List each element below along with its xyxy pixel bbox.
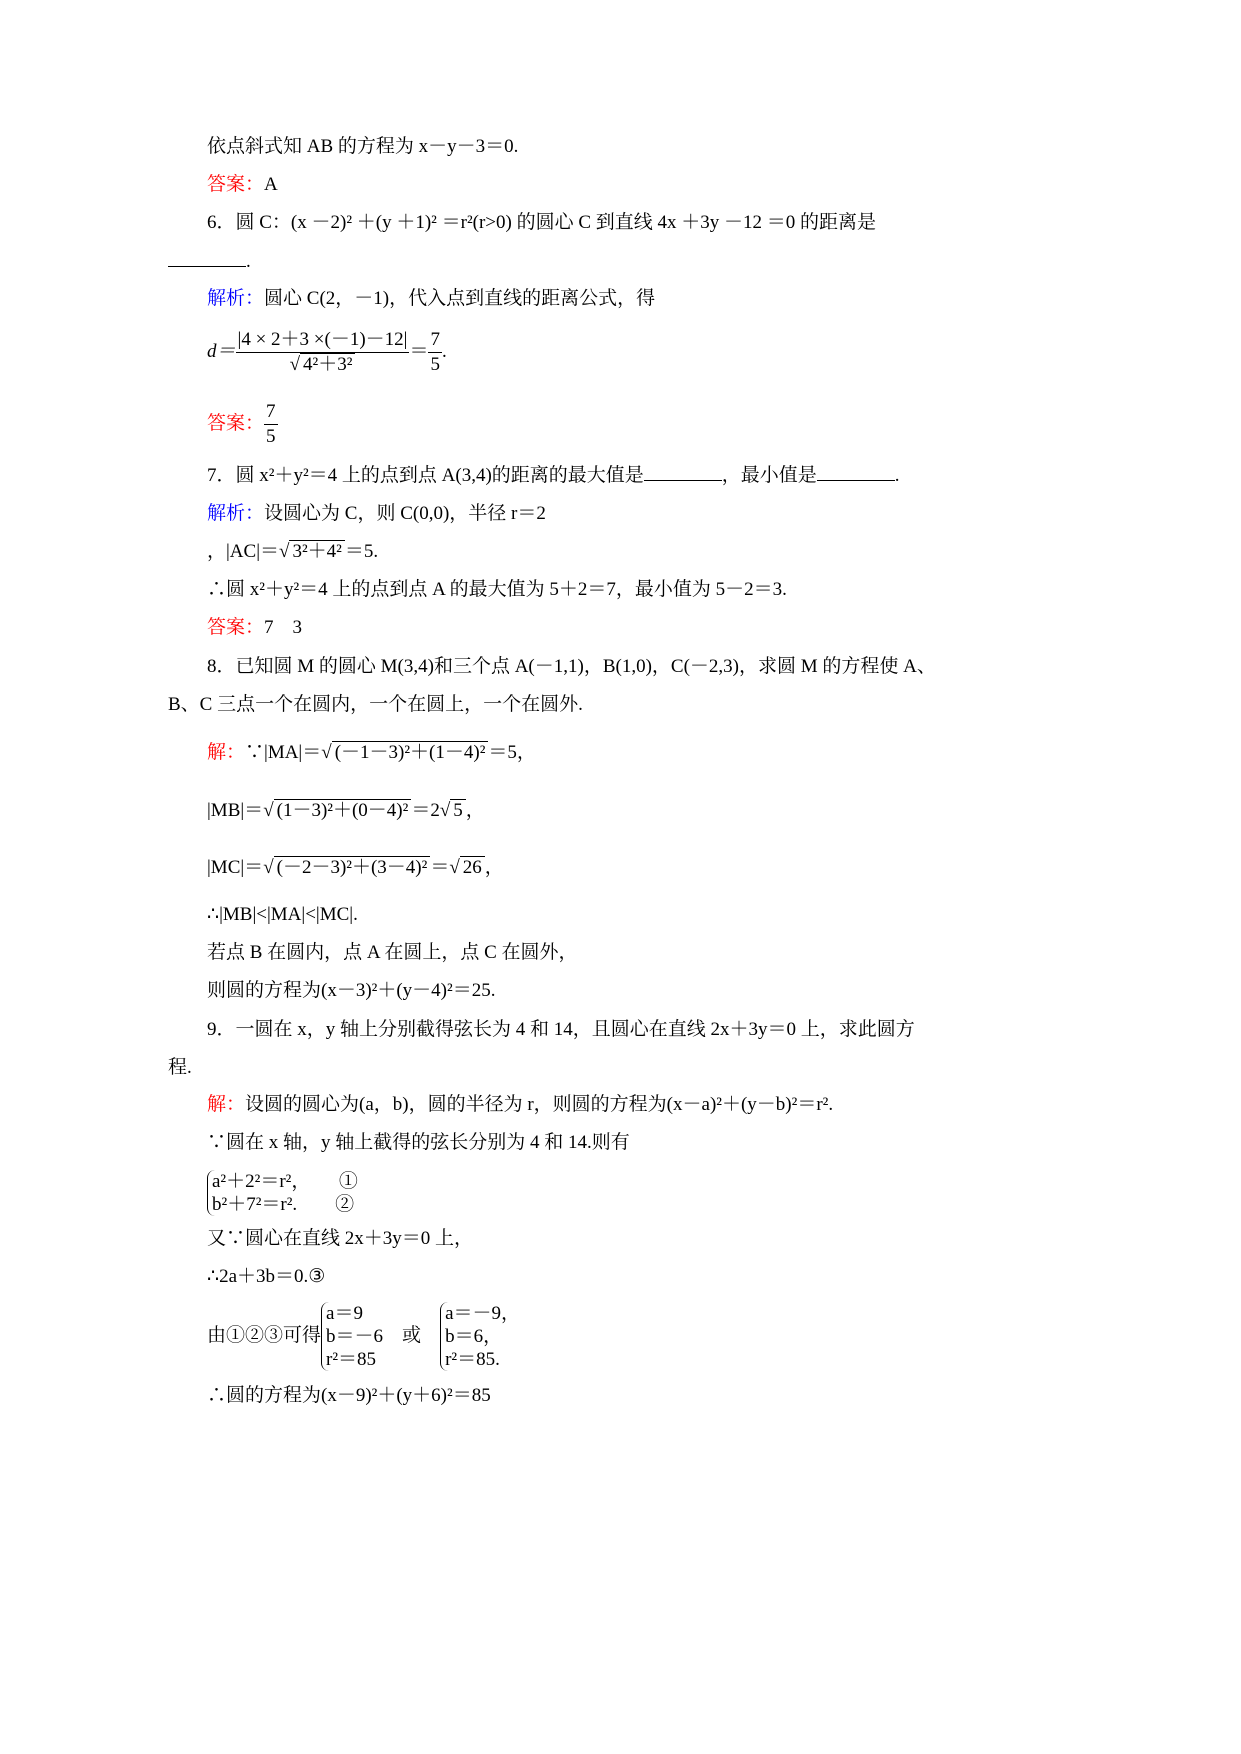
solution-8-mb: |MB|＝√ (1－3)²＋(0－4)² ＝2√ 5 ，	[207, 800, 485, 821]
question-6: 6．圆 C：(x －2)² ＋(y ＋1)² ＝r²(r>0) 的圆心 C 到直线 4x ＋3y －12 ＝0 的距离是	[207, 212, 877, 233]
equation-1: a²＋2²＝r²， ①	[212, 1171, 358, 1192]
equation-2: b²＋7²＝r². ②	[212, 1194, 355, 1215]
text: |MB|＝	[207, 800, 264, 821]
sqrt-expr: 26	[460, 856, 485, 878]
text: |MC|＝	[207, 857, 264, 878]
text: ，	[465, 800, 485, 821]
solution-8-mc: |MC|＝√ (－2－3)²＋(3－4)² ＝√ 26 ，	[207, 857, 504, 878]
analysis-text: 设圆心为 C，则 C(0,0)，半径 r＝2	[264, 503, 546, 524]
sqrt-expr: (－1－3)²＋(1－4)²	[332, 741, 489, 763]
analysis-6	[207, 287, 655, 311]
question-9-cont: 程.	[168, 1057, 192, 1078]
text-line: ∴2a＋3b＝0.③	[207, 1266, 326, 1287]
text-line: ∴|MB|<|MA|<|MC|.	[207, 904, 358, 925]
answer-label: 答案：	[207, 617, 265, 638]
fraction: $\frac{|4 \times 2+3 \times(-1)-12|}{\text{√ 4²＋3²}}$	[237, 329, 408, 375]
solution-8-ma: 解：∵|MA|＝√ (－1－3)²＋(1－4)² ＝5，	[207, 742, 536, 763]
equals: ＝	[409, 340, 429, 362]
q7-text: ，最小值是	[721, 465, 817, 486]
solution-label: 解：	[207, 742, 246, 763]
question-8-cont: B、C 三点一个在圆内，一个在圆上，一个在圆外.	[168, 694, 583, 715]
answer-line	[207, 616, 302, 640]
sqrt-expr: 5	[450, 799, 466, 821]
answer-line	[207, 400, 278, 449]
question-7	[207, 464, 900, 488]
question-6-blank-line	[168, 250, 251, 274]
solution-9	[207, 1093, 833, 1117]
min-blank[interactable]	[817, 480, 895, 481]
text-line: 又∵圆心在直线 2x＋3y＝0 上，	[207, 1228, 474, 1249]
answer-blank[interactable]	[168, 266, 246, 267]
period: .	[246, 251, 251, 272]
answer-line	[207, 173, 278, 197]
eq: r²＝85	[326, 1349, 377, 1370]
text-line: 则圆的方程为(x－3)²＋(y－4)²＝25.	[207, 980, 496, 1001]
text: ∵|MA|＝	[245, 742, 322, 763]
text: ＝5，	[488, 742, 536, 763]
distance-formula: d＝ $\frac{|4 \times 2+3 \times(-1)-12|}{\text{√ 4²＋3²}}$ ＝ $\frac{7}{5}$ .	[207, 329, 447, 375]
denominator: 5	[430, 354, 440, 375]
text: 设圆的圆心为(a，b)，圆的半径为 r，则圆的方程为(x－a)²＋(y－b)²＝r².	[245, 1094, 834, 1115]
system-brace	[207, 1170, 358, 1216]
text: ＝5.	[344, 541, 379, 562]
text: ，|AC|＝	[207, 541, 280, 562]
sqrt-expr: 3²＋4²	[289, 540, 344, 562]
text: 或	[402, 1324, 422, 1346]
numerator: 7	[264, 400, 278, 425]
sqrt-expr: (－2－3)²＋(3－4)²	[274, 856, 431, 878]
text-line: ∵圆在 x 轴，y 轴上截得的弦长分别为 4 和 14.则有	[207, 1132, 630, 1153]
system-a	[321, 1302, 383, 1371]
eq: b＝－6	[326, 1326, 384, 1347]
solution-system-line	[207, 1302, 520, 1371]
period: .	[894, 465, 900, 486]
answer-label: 答案：	[207, 412, 265, 434]
eq: r²＝85.	[445, 1349, 500, 1370]
text-line: ∴圆的方程为(x－9)²＋(y＋6)²＝85	[207, 1385, 491, 1406]
numerator: |4 × 2＋3 ×(－1)－12|	[236, 328, 410, 353]
text-line: ∴圆 x²＋y²＝4 上的点到点 A 的最大值为 5＋2＝7，最小值为 5－2＝3.	[207, 579, 787, 600]
analysis-7	[207, 502, 546, 526]
text-line: 若点 B 在圆内，点 A 在圆上，点 C 在圆外，	[207, 942, 578, 963]
question-8: 8．已知圆 M 的圆心 M(3,4)和三个点 A(－1,1)，B(1,0)，C(－2,3)，求圆 M 的方程使 A、	[207, 656, 936, 677]
result-fraction	[428, 328, 442, 377]
eq: a＝－9，	[445, 1303, 521, 1324]
denominator: 4²＋3²	[300, 353, 355, 375]
answer-label: 答案：	[207, 174, 265, 195]
text-line: 依点斜式知 AB 的方程为 x－y－3＝0.	[207, 136, 519, 157]
question-9: 9．一圆在 x，y 轴上分别截得弦长为 4 和 14，且圆心在直线 2x＋3y＝0 上，求此圆方	[207, 1019, 915, 1040]
analysis-text: 圆心 C(2，－1)，代入点到直线的距离公式，得	[264, 288, 656, 309]
text: ＝	[430, 857, 450, 878]
system-b	[440, 1302, 520, 1371]
eq: a＝9	[326, 1303, 363, 1324]
formula-lhs: d＝	[207, 340, 236, 362]
analysis-label: 解析：	[207, 503, 265, 524]
answer-fraction	[264, 400, 278, 449]
answer-value: A	[264, 174, 278, 195]
solution-label: 解：	[207, 1094, 246, 1115]
answer-value: 7 3	[264, 617, 303, 638]
analysis-label: 解析：	[207, 288, 265, 309]
numerator: 7	[428, 328, 442, 353]
text: ＝2	[411, 800, 440, 821]
max-blank[interactable]	[644, 480, 722, 481]
eq: b＝6，	[445, 1326, 503, 1347]
q7-text: 7．圆 x²＋y²＝4 上的点到点 A(3,4)的距离的最大值是	[207, 465, 644, 486]
sqrt-expr: (1－3)²＋(0－4)²	[274, 799, 412, 821]
equation-system	[207, 1170, 358, 1216]
analysis-7-line2: ，|AC|＝√ 3²＋4² ＝5.	[207, 541, 379, 562]
denominator: 5	[266, 426, 276, 447]
text: 由①②③可得	[207, 1324, 322, 1346]
text: ，	[484, 857, 504, 878]
